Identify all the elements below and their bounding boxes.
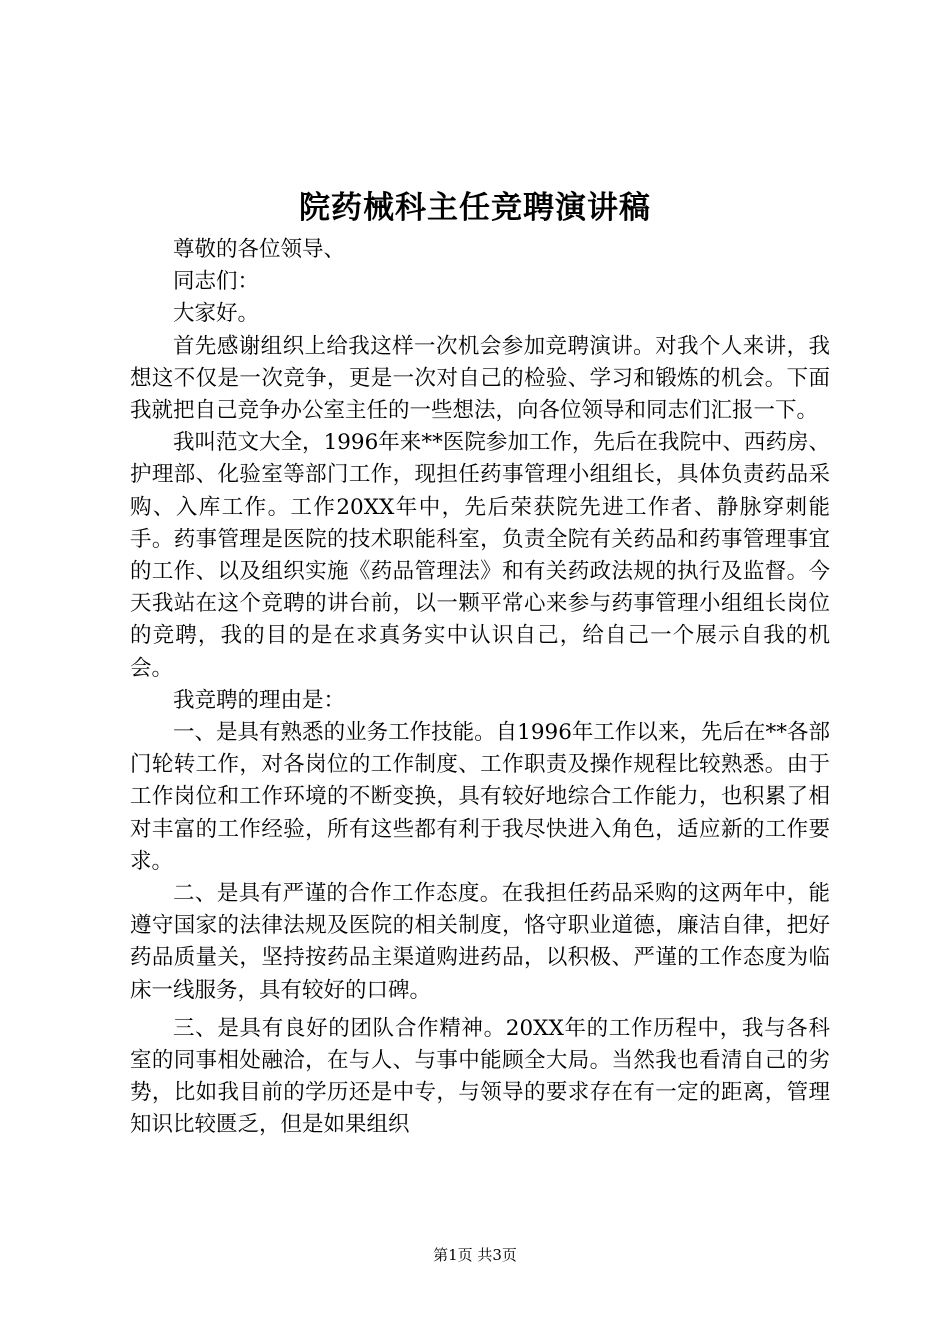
salutation-line-1: 尊敬的各位领导、	[173, 237, 346, 262]
page-footer: 第1页 共3页	[433, 1246, 517, 1264]
salutation-line-2: 同志们：	[173, 269, 260, 295]
reason-3-paragraph: 三、是具有良好的团队合作精神。20XX年的工作历程中，我与各科室的同事相处融洽，在与人、与事中能顾全大局。当然我也看清自己的劣势，比如我目前的学历还是中专，与领导的要求存在有一定的距离，管理知识比较匮乏，但是如果组织	[130, 1015, 830, 1138]
reason-1-paragraph: 一、是具有熟悉的业务工作技能。自1996年工作以来，先后在**各部门轮转工作，对各岗位的工作制度、工作职责及操作规程比较熟悉。由于工作岗位和工作环境的不断变换，具有较好地综合工作能力，也积累了相对丰富的工作经验，所有这些都有利于我尽快进入角色，适应新的工作要求。	[130, 720, 830, 874]
document-title: 院药械科主任竞聘演讲稿	[299, 190, 651, 226]
intro-paragraph: 首先感谢组织上给我这样一次机会参加竞聘演讲。对我个人来讲，我想这不仅是一次竞争，更是一次对自己的检验、学习和锻炼的机会。下面我就把自己竞争办公室主任的一些想法，向各位领导和同志们汇报一下。	[130, 333, 830, 424]
reasons-heading: 我竞聘的理由是：	[173, 687, 346, 713]
greeting-paragraph: 大家好。	[173, 301, 260, 327]
background-paragraph: 我叫范文大全，1996年来**医院参加工作，先后在我院中、西药房、护理部、化验室等部门工作，现担任药事管理小组组长，具体负责药品采购、入库工作。工作20XX年中，先后荣获院先进工作者、静脉穿刺能手。药事管理是医院的技术职能科室，负责全院有关药品和药事管理事宜的工作、以及组织实施《药品管理法》和有关药政法规的执行及监督。今天我站在这个竞聘的讲台前，以一颗平常心来参与药事管理小组组长岗位的竞聘，我的目的是在求真务实中认识自己，给自己一个展示自我的机会。	[130, 430, 830, 681]
document-body	[130, 234, 830, 1142]
reason-2-paragraph: 二、是具有严谨的合作工作态度。在我担任药品采购的这两年中，能遵守国家的法律法规及医院的相关制度，恪守职业道德，廉洁自律，把好药品质量关，坚持按药品主渠道购进药品，以积极、严谨的工作态度为临床一线服务，具有较好的口碑。	[130, 881, 830, 1003]
